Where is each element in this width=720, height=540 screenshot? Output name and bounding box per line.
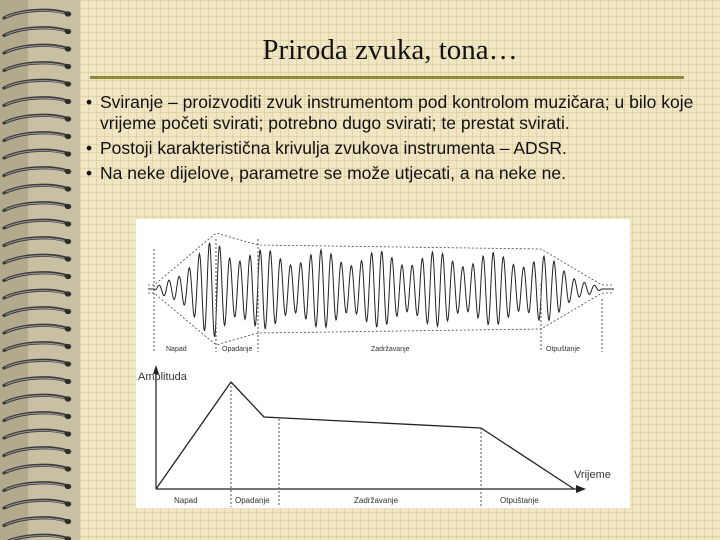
- waveform-diagram: [148, 233, 614, 353]
- waveform-label-attack: Napad: [166, 346, 187, 353]
- bullet-item: • Sviranje – proizvoditi zvuk instrumentom pod kontrolom muzičara; u bilo koje vrijeme početi svirati; potrebno dugo svirati; te prestat svirati.: [86, 92, 696, 134]
- adsr-envelope-curve: [156, 382, 574, 489]
- y-axis-label: Amplituda: [138, 371, 187, 383]
- title-divider: [90, 76, 684, 79]
- slide-title: Priroda zvuka, tona…: [262, 34, 518, 66]
- waveform-label-release: Otpuštanje: [546, 346, 580, 353]
- envelope-label-decay: Opadanje: [235, 496, 270, 505]
- waveform-envelope-bottom: [148, 293, 613, 345]
- bullet-list: [86, 92, 696, 188]
- bullet-item: • Postoji karakteristična krivulja zvukova instrumenta – ADSR.: [86, 138, 696, 159]
- envelope-label-attack: Napad: [174, 496, 198, 505]
- waveform-label-decay: Opadanje: [222, 346, 253, 353]
- x-axis-label: Vrijeme: [574, 469, 611, 481]
- waveform-signal: [148, 243, 614, 337]
- spiral-binding-icon: [0, 0, 80, 540]
- adsr-figure: [136, 219, 630, 508]
- adsr-envelope-graph: [138, 365, 611, 507]
- x-axis-arrow-icon: [576, 485, 586, 493]
- waveform-label-sustain: Zadržavanje: [371, 346, 410, 353]
- bullet-item: • Na neke dijelove, parametre se može utjecati, a na neke ne.: [86, 163, 696, 184]
- envelope-label-sustain: Zadržavanje: [354, 496, 399, 505]
- envelope-label-release: Otpuštanje: [500, 496, 539, 505]
